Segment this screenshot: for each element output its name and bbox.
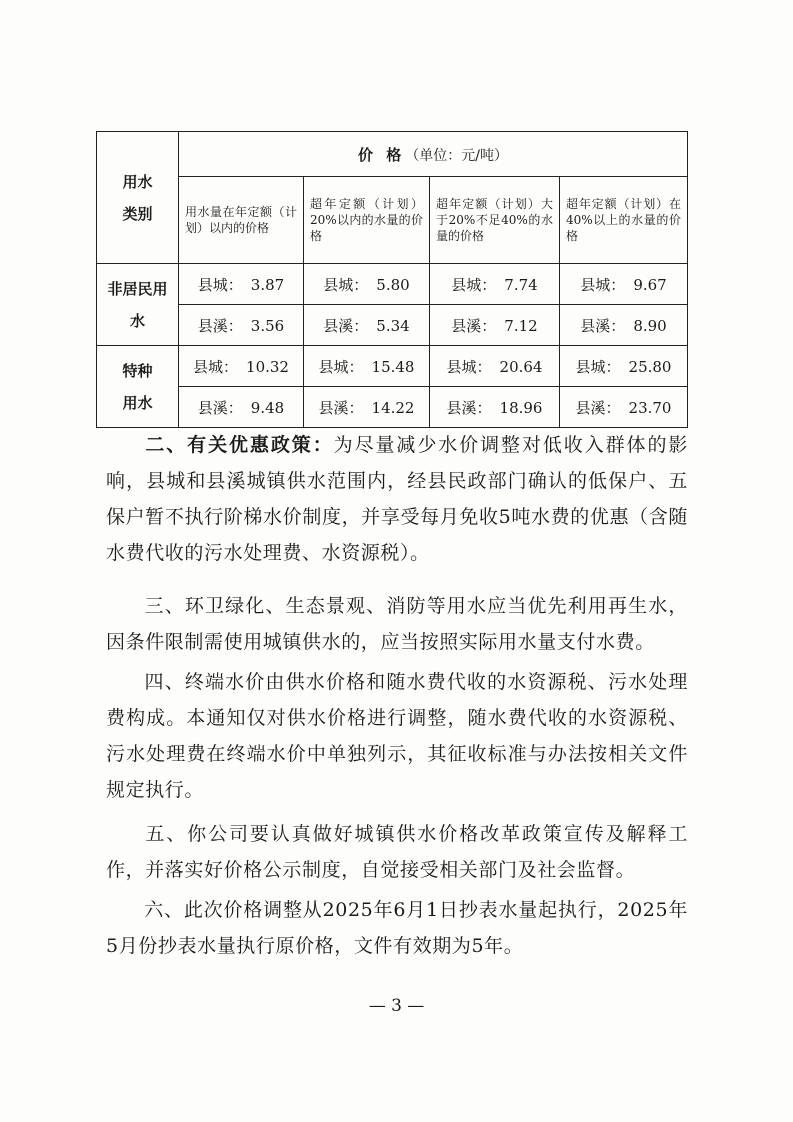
- table-row: [97, 387, 688, 428]
- water-price-table: [96, 131, 688, 428]
- price-cell: [430, 387, 560, 428]
- price-cell: [179, 305, 304, 346]
- table-row: [97, 264, 688, 305]
- price-value: 7.74: [504, 275, 538, 294]
- area-label: 县城：: [318, 357, 364, 376]
- group-name: [97, 264, 179, 346]
- group-name-line: 用水: [122, 393, 153, 412]
- group-name-line: 非居民用: [107, 279, 168, 298]
- group-name-line: 水: [129, 311, 145, 330]
- price-cell: [430, 346, 560, 387]
- paragraph-heading: 二、有关优惠政策：: [144, 434, 334, 456]
- paragraph-text: 五、你公司要认真做好城镇供水价格改革政策宣传及解释工作，并落实好价格公示制度，自觉接受相关部门及社会监督。: [106, 823, 688, 881]
- area-label: 县城：: [575, 357, 621, 376]
- price-cell: [179, 346, 304, 387]
- table-row: [97, 305, 688, 346]
- category-header-line: 用水: [122, 172, 153, 191]
- price-cell: [179, 264, 304, 305]
- area-label: 县溪：: [451, 316, 497, 335]
- price-header: [179, 132, 688, 177]
- category-header: [97, 132, 179, 264]
- price-value: 15.48: [371, 357, 415, 376]
- price-cell: [560, 387, 688, 428]
- area-label: 县溪：: [323, 316, 369, 335]
- price-cell: [304, 264, 430, 305]
- price-value: 5.34: [376, 316, 410, 335]
- area-label: 县溪：: [197, 398, 243, 417]
- price-cell: [304, 305, 430, 346]
- price-value: 9.48: [250, 398, 285, 417]
- paragraph-terminal-price: [106, 664, 688, 808]
- area-label: 县溪：: [318, 398, 364, 417]
- price-value: 3.87: [250, 275, 285, 294]
- price-value: 25.80: [628, 357, 672, 376]
- price-value: 14.22: [371, 398, 415, 417]
- area-label: 县城：: [323, 275, 369, 294]
- price-cell: [560, 305, 688, 346]
- paragraph-text: 六、此次价格调整从2025年6月1日抄表水量起执行，2025年5月份抄表水量执行原价格，文件有效期为5年。: [106, 899, 688, 957]
- price-value: 7.12: [504, 316, 538, 335]
- group-name: [97, 346, 179, 428]
- price-value: 20.64: [499, 357, 543, 376]
- group-name-line: 特种: [122, 361, 153, 380]
- paragraph-text: 三、环卫绿化、生态景观、消防等用水应当优先利用再生水，因条件限制需使用城镇供水的，应当按照实际用水量支付水费。: [106, 595, 688, 653]
- price-cell: [560, 264, 688, 305]
- sub-header: 超年定额（计划）在40%以上的水量的价格: [560, 177, 688, 264]
- price-header-title: 价 格: [358, 145, 406, 164]
- price-cell: [304, 346, 430, 387]
- sub-header: 用水量在年定额（计划）以内的价格: [179, 177, 304, 264]
- table-row: [97, 346, 688, 387]
- area-label: 县城：: [451, 275, 497, 294]
- area-label: 县城：: [580, 275, 626, 294]
- area-label: 县城：: [193, 357, 239, 376]
- paragraph-text: 四、终端水价由供水价格和随水费代收的水资源税、污水处理费构成。本通知仅对供水价格进行调整，随水费代收的水资源税、污水处理费在终端水价中单独列示，其征收标准与办法按相关文件规定执行。: [106, 671, 688, 801]
- price-cell: [430, 264, 560, 305]
- price-cell: [430, 305, 560, 346]
- area-label: 县城：: [446, 357, 492, 376]
- area-label: 县城：: [197, 275, 243, 294]
- paragraph-text: 为尽量减少水价调整对低收入群体的影响，县城和县溪城镇供水范围内，经县民政部门确认的低保户、五保户暂不执行阶梯水价制度，并享受每月免收5吨水费的优惠（含随水费代收的污水处理费、水资源税）。: [106, 434, 689, 564]
- price-value: 18.96: [499, 398, 543, 417]
- area-label: 县溪：: [197, 316, 243, 335]
- price-cell: [560, 346, 688, 387]
- price-value: 23.70: [628, 398, 672, 417]
- price-value: 9.67: [633, 275, 667, 294]
- area-label: 县溪：: [575, 398, 621, 417]
- paragraph-discount-policy: [106, 427, 688, 571]
- page-number: — 3 —: [368, 996, 425, 1016]
- sub-header: 超年定额（计划）20%以内的水量的价格: [304, 177, 430, 264]
- price-value: 5.80: [376, 275, 410, 294]
- area-label: 县溪：: [580, 316, 626, 335]
- price-value: 10.32: [246, 357, 289, 376]
- paragraph-publicity: [106, 816, 688, 888]
- price-cell: [304, 387, 430, 428]
- price-value: 8.90: [633, 316, 667, 335]
- area-label: 县溪：: [446, 398, 492, 417]
- sub-header: 超年定额（计划）大于20%不足40%的水量的价格: [430, 177, 560, 264]
- paragraph-effective-date: [106, 892, 688, 964]
- price-header-unit: （单位：元/吨）: [405, 147, 508, 164]
- category-header-line: 类别: [122, 204, 153, 223]
- price-cell: [179, 387, 304, 428]
- paragraph-recycled-water: [106, 588, 688, 660]
- price-value: 3.56: [250, 316, 285, 335]
